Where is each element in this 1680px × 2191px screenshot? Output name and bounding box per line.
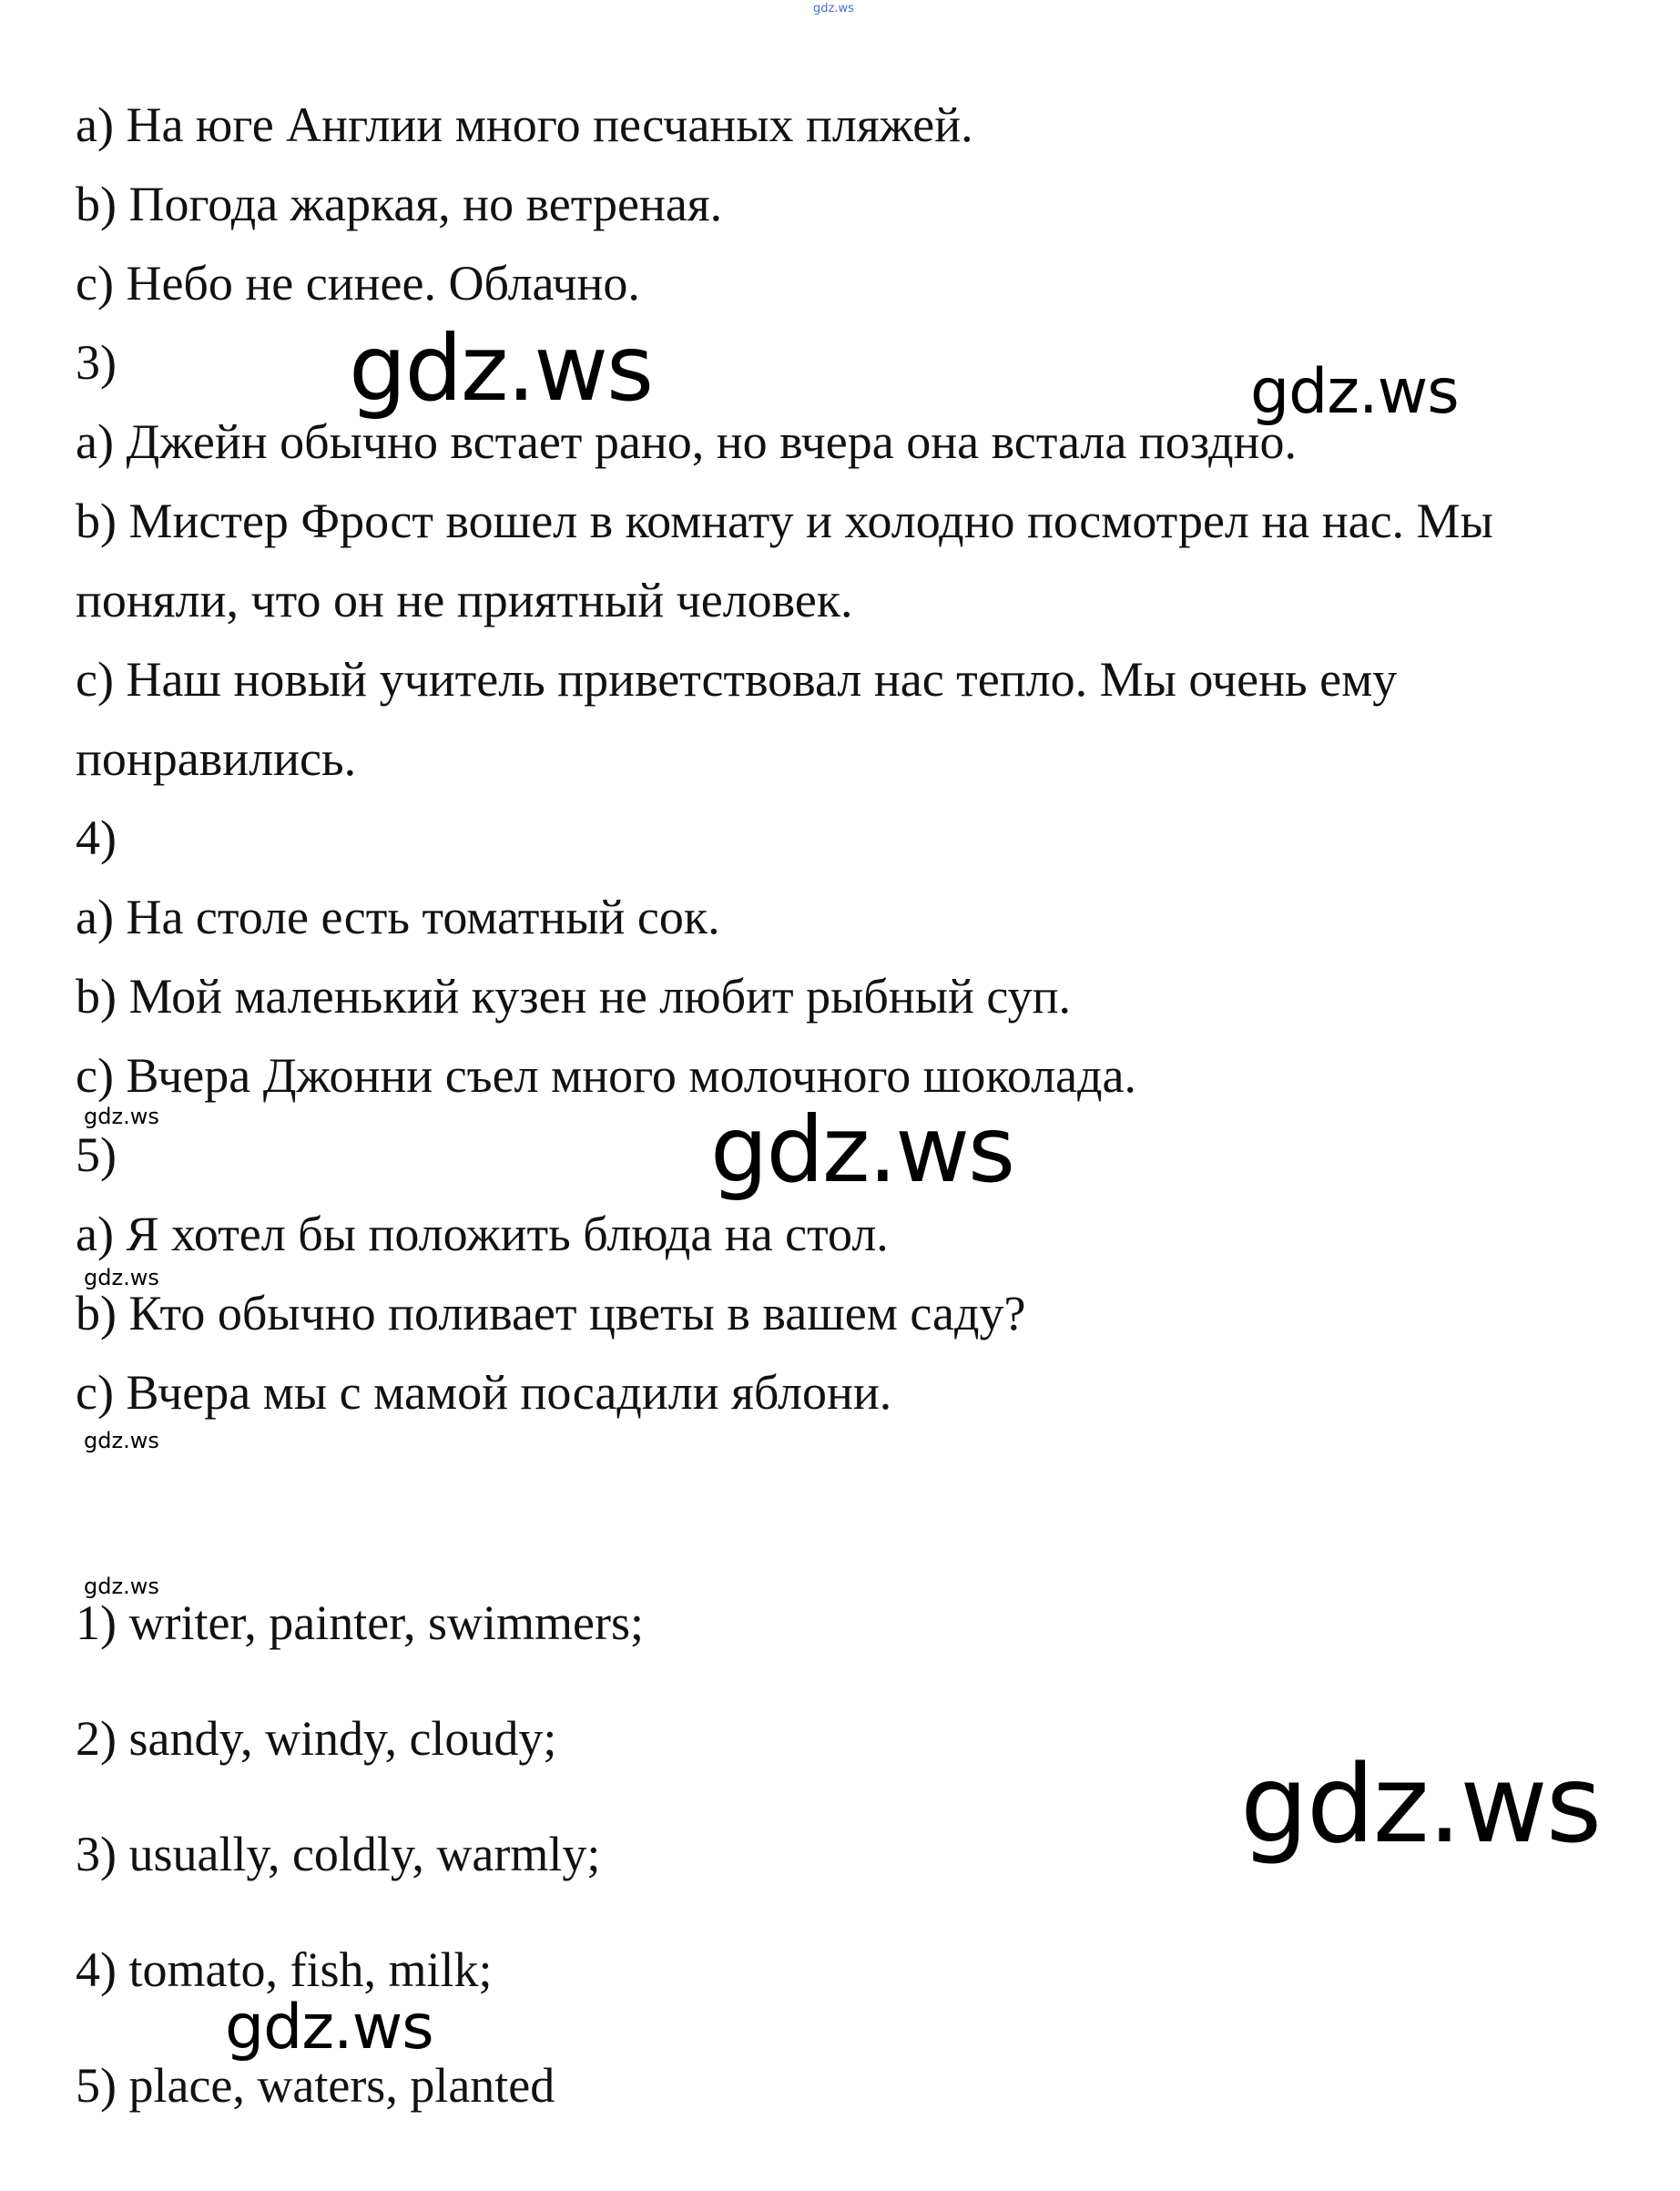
translation-line: a) На столе есть томатный сок. bbox=[76, 890, 720, 944]
watermark-small: gdz.ws bbox=[84, 1265, 159, 1290]
section-number: 4) bbox=[76, 810, 117, 865]
answer-line: 1) writer, painter, swimmers; bbox=[76, 1595, 645, 1650]
translation-line: b) Мистер Фрост вошел в комнату и холодно посмотрел на нас. Мы bbox=[76, 494, 1493, 548]
top-watermark: gdz.ws bbox=[813, 2, 854, 15]
translation-line: b) Мой маленький кузен не любит рыбный суп. bbox=[76, 969, 1072, 1024]
answer-line: 2) sandy, windy, cloudy; bbox=[76, 1711, 557, 1766]
translation-line: b) Погода жаркая, но ветреная. bbox=[76, 177, 723, 231]
answer-line: 4) tomato, fish, milk; bbox=[76, 1942, 493, 1997]
watermark-small: gdz.ws bbox=[84, 1104, 159, 1129]
watermark: gdz.ws bbox=[1250, 356, 1459, 428]
translation-line: c) Наш новый учитель приветствовал нас тепло. Мы очень ему bbox=[76, 652, 1398, 707]
translation-line: поняли, что он не приятный человек. bbox=[76, 573, 853, 627]
translation-line: a) На юге Англии много песчаных пляжей. bbox=[76, 97, 973, 152]
answer-line: 3) usually, coldly, warmly; bbox=[76, 1827, 601, 1881]
translation-line: a) Джейн обычно встает рано, но вчера она встала поздно. bbox=[76, 414, 1297, 469]
translation-line: понравились. bbox=[76, 731, 357, 786]
section-number: 5) bbox=[76, 1127, 117, 1182]
translation-line: b) Кто обычно поливает цветы в вашем саду? bbox=[76, 1286, 1026, 1340]
translation-line: c) Вчера Джонни съел много молочного шоколада. bbox=[76, 1048, 1136, 1103]
section-number: 3) bbox=[76, 335, 117, 390]
watermark-small: gdz.ws bbox=[84, 1574, 159, 1599]
translation-line: a) Я хотел бы положить блюда на стол. bbox=[76, 1207, 889, 1261]
watermark: gdz.ws bbox=[349, 315, 653, 422]
answer-line: 5) place, waters, planted bbox=[76, 2058, 555, 2113]
watermark: gdz.ws bbox=[1240, 1741, 1601, 1867]
translation-line: c) Небо не синее. Облачно. bbox=[76, 256, 640, 311]
translation-line: c) Вчера мы с мамой посадили яблони. bbox=[76, 1365, 892, 1420]
watermark: gdz.ws bbox=[710, 1096, 1014, 1203]
watermark-small: gdz.ws bbox=[84, 1428, 159, 1453]
watermark: gdz.ws bbox=[225, 1992, 433, 2064]
